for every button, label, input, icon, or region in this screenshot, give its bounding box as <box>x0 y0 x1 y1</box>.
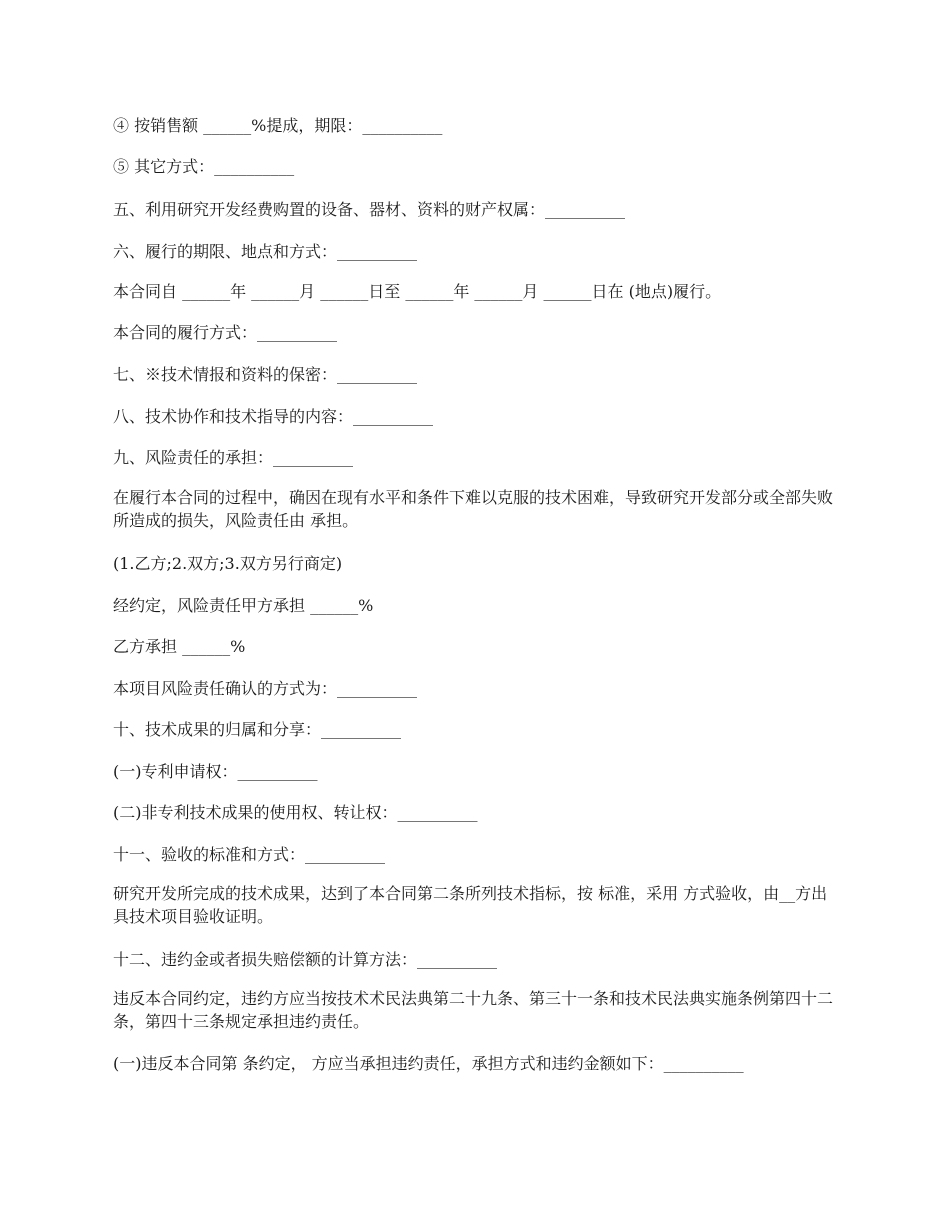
paragraph-other-method: ⑤ 其它方式：__________ <box>113 157 295 176</box>
section-11-heading: 十一、验收的标准和方式：__________ <box>113 845 386 864</box>
paragraph-breach-clause-1: (一)违反本合同第 条约定， 方应当承担违约责任，承担方式和违约金额如下：__________ <box>113 1054 744 1073</box>
paragraph-breach-liability: 违反本合同约定，违约方应当按技术术民法典第二十九条、第三十一条和技术民法典实施条例第四十二条，第四十三条规定承担违约责任。 <box>113 989 834 1031</box>
paragraph-party-a-risk: 经约定，风险责任甲方承担 ______% <box>113 596 374 615</box>
paragraph-performance-period: 本合同自 ______年 ______月 ______日至 ______年 ______月 ______日在 (地点)履行。 <box>113 282 722 301</box>
section-8-heading: 八、技术协作和技术指导的内容：__________ <box>113 407 434 426</box>
paragraph-royalty-option: ④ 按销售额 ______%提成，期限：__________ <box>113 116 443 135</box>
paragraph-risk-confirmation: 本项目风险责任确认的方式为：__________ <box>113 679 418 698</box>
paragraph-patent-right: (一)专利申请权：__________ <box>113 762 318 781</box>
section-12-heading: 十二、违约金或者损失赔偿额的计算方法：__________ <box>113 950 498 969</box>
section-7-heading: 七、※技术情报和资料的保密：__________ <box>113 365 418 384</box>
section-10-heading: 十、技术成果的归属和分享：__________ <box>113 720 402 739</box>
paragraph-performance-method: 本合同的履行方式：__________ <box>113 323 338 342</box>
paragraph-risk-liability: 在履行本合同的过程中，确因在现有水平和条件下难以克服的技术困难，导致研究开发部分或全部失败所造成的损失，风险责任由 承担。 <box>113 488 834 530</box>
section-9-heading: 九、风险责任的承担：__________ <box>113 448 354 467</box>
section-5-heading: 五、利用研究开发经费购置的设备、器材、资料的财产权属：__________ <box>113 200 626 219</box>
paragraph-party-b-risk: 乙方承担 ______% <box>113 637 246 656</box>
paragraph-acceptance: 研究开发所完成的技术成果，达到了本合同第二条所列技术指标，按 标准，采用 方式验收，由__方出具技术项目验收证明。 <box>113 884 828 926</box>
paragraph-risk-options: (1.乙方;2.双方;3.双方另行商定) <box>113 554 343 573</box>
section-6-heading: 六、履行的期限、地点和方式：__________ <box>113 242 418 261</box>
paragraph-non-patent-right: (二)非专利技术成果的使用权、转让权：__________ <box>113 803 478 822</box>
